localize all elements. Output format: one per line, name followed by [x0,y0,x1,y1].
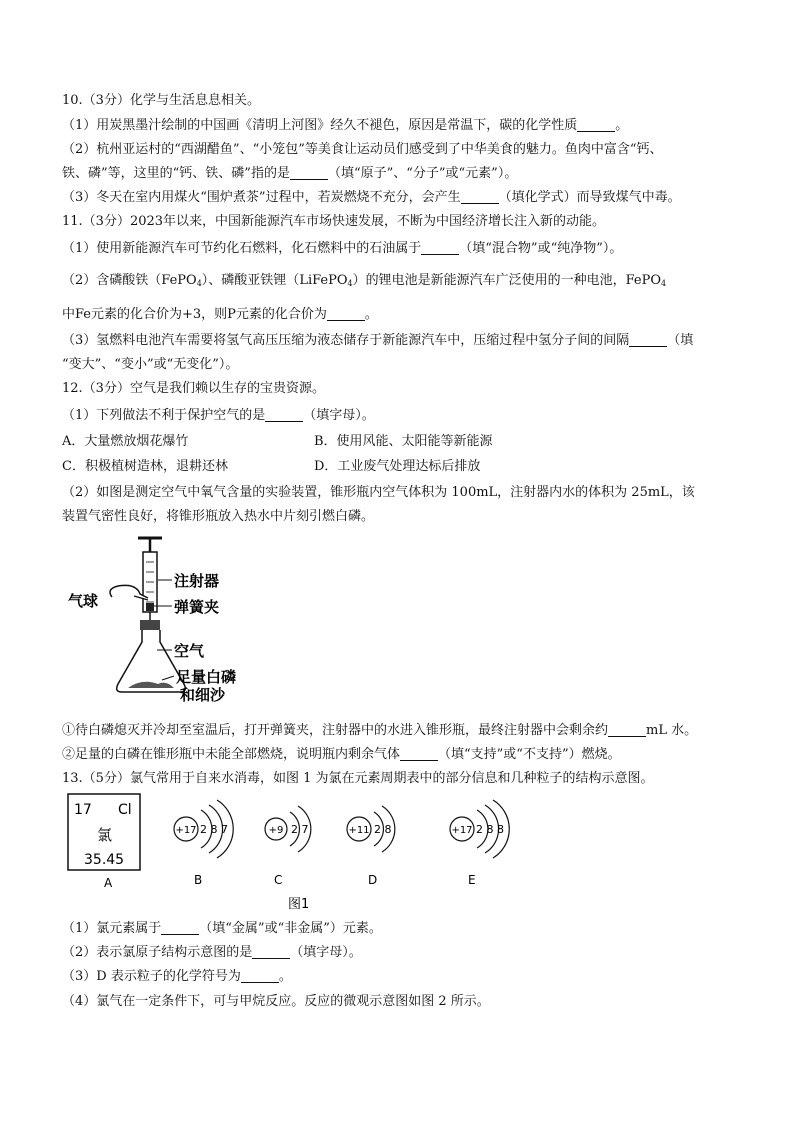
q10-part2-line1: （2）杭州亚运村的“西湖醋鱼”、“小笼包”等美食让运动员们感受到了中华美食的魅力。鱼肉中富含“钙、 [62,142,663,157]
particle-c [265,806,311,887]
svg-text:C: C [274,873,283,887]
answer-blank [327,307,365,321]
q11-part2-line2: 中Fe元素的化合价为+3，则P元素的化合价为 。 [62,307,378,322]
q10-title: 10.（3分）化学与生活息息相关。 [62,93,260,108]
q12-options-row1 [62,433,742,451]
q13-part4: （4）氯气在一定条件下，可与甲烷反应。反应的微观示意图如图 2 所示。 [62,994,490,1009]
answer-blank [629,333,667,347]
answer-blank [161,921,199,935]
figure-caption: 图1 [288,897,310,912]
q12-sub1: ①待白磷熄灭并冷却至室温后，打开弹簧夹，注射器中的水进入锥形瓶，最终注射器中会剩余约 mL 水。 [62,723,698,738]
element-name: 氯 [97,826,113,844]
q13-title: 13.（5分）氯气常用于自来水消毒，如图 1 为氯在元素周期表中的部分信息和几种粒子的结构示意图。 [62,771,654,786]
answer-blank [577,118,615,132]
q12-part1: （1）下列做法不利于保护空气的是 （填字母）。 [62,408,375,423]
answer-blank [241,969,279,983]
label-balloon: 气球 [68,592,99,610]
svg-text:+17: +17 [451,825,473,836]
svg-text:2 8 8: 2 8 8 [476,823,504,836]
svg-text:+11: +11 [348,825,370,836]
answer-blank [265,408,303,422]
q11-part3-line1: （3）氢燃料电池汽车需要将氢气高压压缩为液态储存于新能源汽车中，压缩过程中氢分子间的间隔 （填 [62,333,694,348]
option-b: B．使用风能、太阳能等新能源 [314,434,493,449]
q12-part2-line1: （2）如图是测定空气中氧气含量的实验装置，锥形瓶内空气体积为 100mL，注射器内水的体积为 25mL，该 [62,485,695,500]
atomic-mass: 35.45 [84,852,125,868]
svg-text:+17: +17 [175,825,197,836]
q11-part1: （1）使用新能源汽车可节约化石燃料，化石燃料中的石油属于 （填“混合物”或“纯净物”）。 [62,241,623,256]
answer-blank [608,723,646,737]
svg-text:2 7: 2 7 [291,823,309,836]
atomic-number: 17 [74,802,92,818]
q13-part2: （2）表示氯原子结构示意图的是 （填字母）。 [62,945,362,960]
label-a: A [104,876,113,890]
q10-part1: （1）用炭黑墨汁绘制的中国画《清明上河图》经久不褪色，原因是常温下，碳的化学性质 。 [62,118,629,133]
q12-part2-line2: 装置气密性良好，将锥形瓶放入热水中片刻引燃白磷。 [62,509,375,524]
q10-part2-line2: 铁、磷”等，这里的“钙、铁、磷”指的是 （填“原子”、“分子”或“元素”）。 [62,166,518,181]
answer-blank [290,166,328,180]
option-a: A．大量燃放烟花爆竹 [62,434,189,449]
label-sand: 和细沙 [180,686,226,704]
svg-text:+9: +9 [268,825,284,836]
label-air: 空气 [174,642,205,660]
option-c: C．积极植树造林，退耕还林 [62,459,228,474]
q12-sub2: ②足量的白磷在锥形瓶中未能全部燃烧，说明瓶内剩余气体 （填“支持”或“不支持”）燃烧。 [62,747,621,762]
answer-blank [421,241,459,255]
label-spring-clip: 弹簧夹 [174,598,220,616]
q13-part1: （1）氯元素属于 （填“金属”或“非金属”）元素。 [62,921,382,936]
answer-blank [400,747,438,761]
element-symbol: Cl [118,802,132,818]
q11-part2-line1: （2）含磷酸铁（FePO$_4$）、磷酸亚铁锂（LiFePO$_4$）的锂电池是新能源汽车广泛使用的一种电池，FePO$_4$ [62,273,667,288]
q12-options-row2 [62,458,742,476]
answer-blank [252,945,290,959]
svg-text:B: B [194,873,203,887]
particle-d [347,806,395,887]
particle-b [174,800,233,887]
option-d: D．工业废气处理达标后排放 [314,459,481,474]
svg-text:E: E [468,873,476,887]
svg-text:2 8 7: 2 8 7 [200,823,228,836]
q11-part3-line2: “变大”、“变小”或“无变化”）。 [62,357,239,372]
svg-text:2 8: 2 8 [374,823,392,836]
q10-part3: （3）冬天在室内用煤火“围炉煮茶”过程中，若炭燃烧不充分，会产生 （填化学式）而导致煤气中毒。 [62,190,681,205]
label-syringe: 注射器 [174,572,220,590]
particle-e [450,800,509,887]
q12-title: 12.（3分）空气是我们赖以生存的宝贵资源。 [62,381,325,396]
label-phosphorus: 足量白磷 [176,668,237,686]
svg-text:D: D [368,873,378,887]
figure-1 [62,792,522,914]
answer-blank [461,190,499,204]
apparatus-figure [62,534,252,712]
q11-title: 11.（3分）2023年以来，中国新能源汽车市场快速发展，不断为中国经济增长注入新的动能。 [62,214,606,229]
q13-part3: （3）D 表示粒子的化学符号为 。 [62,969,292,984]
